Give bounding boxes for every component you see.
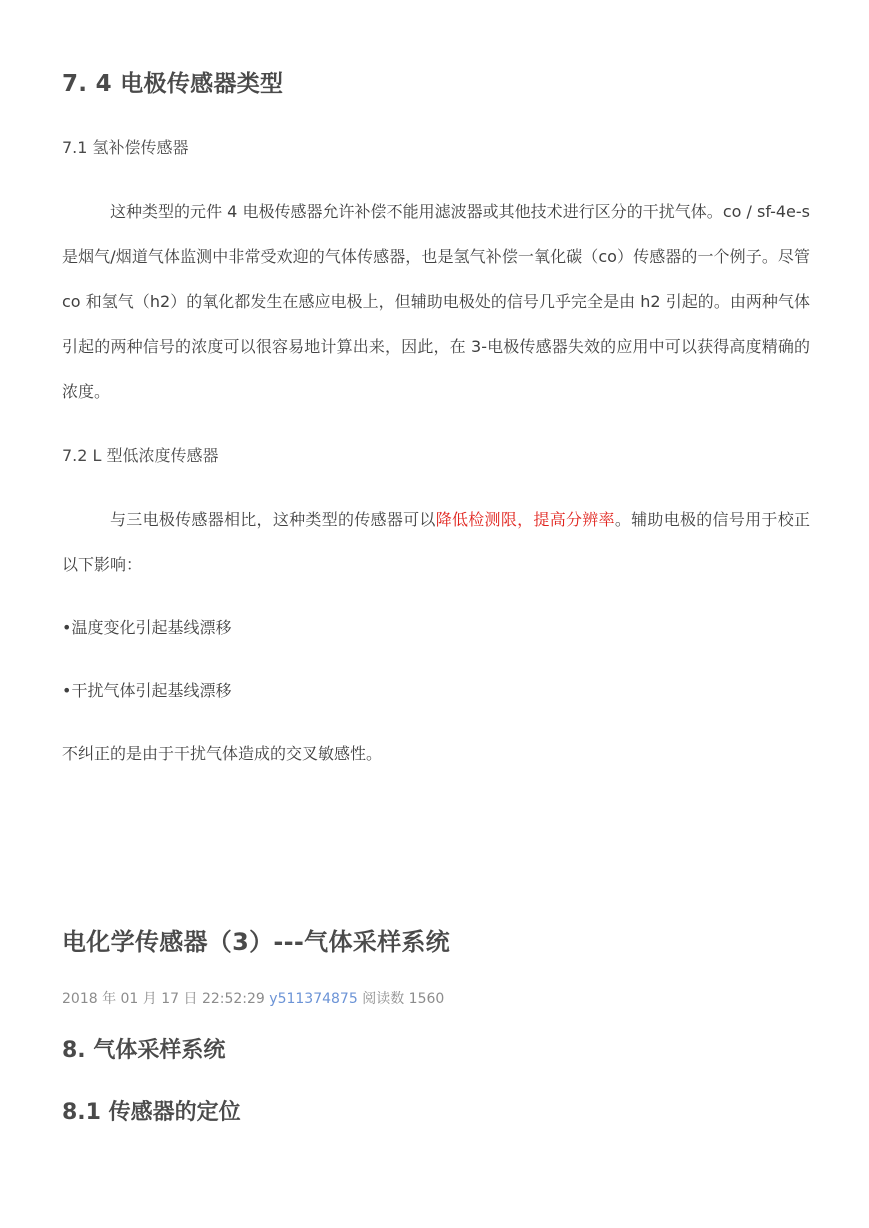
author-link[interactable]: y511374875: [269, 991, 358, 1007]
highlighted-text: 降低检测限，提高分辨率: [435, 510, 615, 529]
section-title-8-1: 8.1 传感器的定位: [62, 1100, 241, 1125]
bullet-item: •温度变化引起基线漂移: [62, 618, 232, 637]
closing-paragraph: 不纠正的是由于干扰气体造成的交叉敏感性。: [62, 744, 383, 763]
section-title-7-4: 7. 4 电极传感器类型: [62, 71, 284, 97]
paragraph-7-2-text-start: 与三电极传感器相比，这种类型的传感器可以: [110, 510, 436, 529]
subsection-title-7-2: 7.2 L 型低浓度传感器: [62, 446, 219, 465]
reads-count: 1560: [408, 991, 445, 1007]
subsection-title-7-1: 7.1 氢补偿传感器: [62, 138, 189, 157]
bullet-item: •干扰气体引起基线漂移: [62, 681, 232, 700]
paragraph-7-2: [62, 497, 810, 587]
article-meta: [62, 988, 444, 1008]
article-title: 电化学传感器（3）---气体采样系统: [62, 928, 450, 956]
publish-date: 2018 年 01 月 17 日 22:52:29: [62, 991, 265, 1007]
reads-label: 阅读数: [362, 991, 405, 1007]
section-title-8: 8. 气体采样系统: [62, 1038, 226, 1063]
paragraph-7-2-text-end: 。辅助电极的信号用于校正以下影响：: [62, 510, 810, 574]
paragraph-7-1: 这种类型的元件 4 电极传感器允许补偿不能用滤波器或其他技术进行区分的干扰气体。co / sf-4e-s 是烟气/烟道气体监测中非常受欢迎的气体传感器，也是氢气补偿一氧化碳（co）传感器的一个例子。尽管 co 和氢气（h2）的氧化都发生在感应电极上，但辅助电极处的信号几乎完全是由 h2 引起的。由两种气体引起的两种信号的浓度可以很容易地计算出来，因此，在 3-电极传感器失效的应用中可以获得高度精确的浓度。: [62, 202, 810, 401]
